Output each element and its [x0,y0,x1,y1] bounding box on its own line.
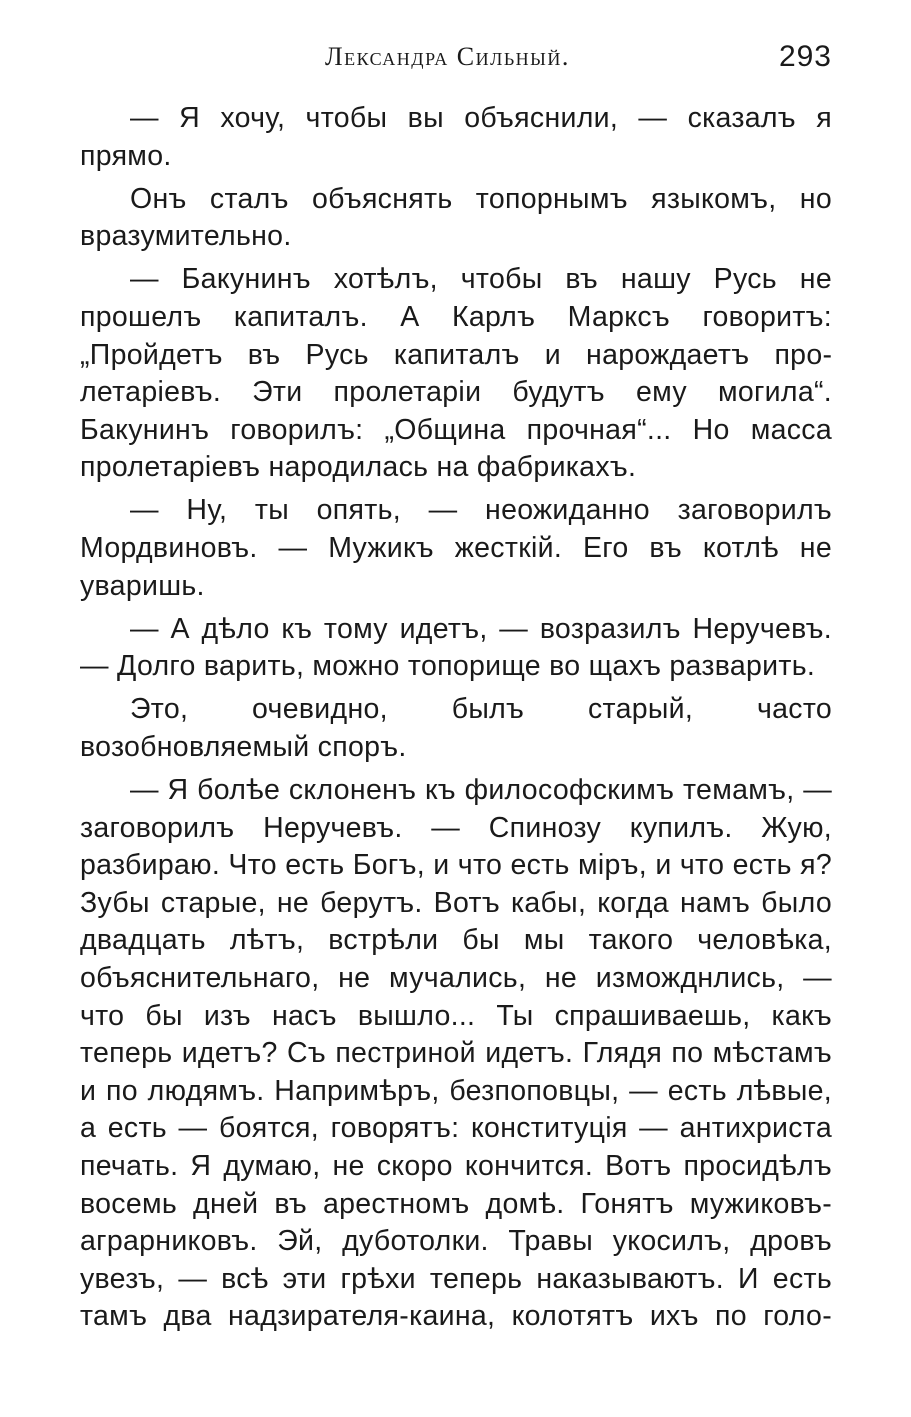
running-head: Лександра Сильный. [325,42,570,71]
paragraph: — А дѣло къ тому идетъ, — возразилъ Неручевъ. — Долго варить, можно топорище во щахъ разварить. [80,612,832,683]
page-header [80,40,832,84]
body-text [80,100,832,1342]
paragraph: Это, очевидно, былъ старый, часто возобновляемый споръ. [80,693,832,763]
paragraph: — Я болѣе склоненъ къ философскимъ темамъ, — заговорилъ Неручевъ. — Спинозу купилъ. Жую, разбираю. Что есть Богъ, и что есть міръ, и что есть я? Зубы старые, не берутъ. Вотъ кабы, когда намъ было двадцать лѣтъ, встрѣли бы мы такого человѣка, объяснительнаго, не мучались, не изможднлись, — что бы изъ насъ вышло... Ты спрашиваешь, какъ теперь идетъ? Съ пестриной идетъ. Глядя по мѣстамъ и по людямъ. Напримѣръ, безпоповцы, — есть лѣвые, а есть — боятся, говорятъ: конституція — антихриста печать. Я думаю, не скоро кончится. Вотъ просидѣлъ восемь дней въ арестномъ домѣ. Гонятъ мужиковъ-аграрниковъ. Эй, дуботолки. Травы укосилъ, дровъ увезъ, — всѣ эти грѣхи теперь наказываютъ. И есть тамъ два надзирателя-каина, колотятъ ихъ по голо- [80,774,832,1333]
paragraph: — Ну, ты опять, — неожиданно заговорилъ Мордвиновъ. — Мужикъ жесткій. Его въ котлѣ не уваришь. [80,494,832,602]
paragraph: Онъ сталъ объяснять топорнымъ языкомъ, но вразумительно. [80,182,832,253]
paragraph: — Бакунинъ хотѣлъ, чтобы въ нашу Русь не прошелъ капиталъ. А Карлъ Марксъ говоритъ: „Пройдетъ въ Русь капиталъ и нарождаетъ пролетаріевъ. Эти пролетаріи будутъ ему могила“. Бакунинъ говорилъ: „Община прочная“... Но масса пролетаріевъ народилась на фабрикахъ. [80,263,832,484]
page-number: 293 [778,40,832,73]
paragraph: — Я хочу, чтобы вы объяснили, — сказалъ я прямо. [80,102,832,172]
